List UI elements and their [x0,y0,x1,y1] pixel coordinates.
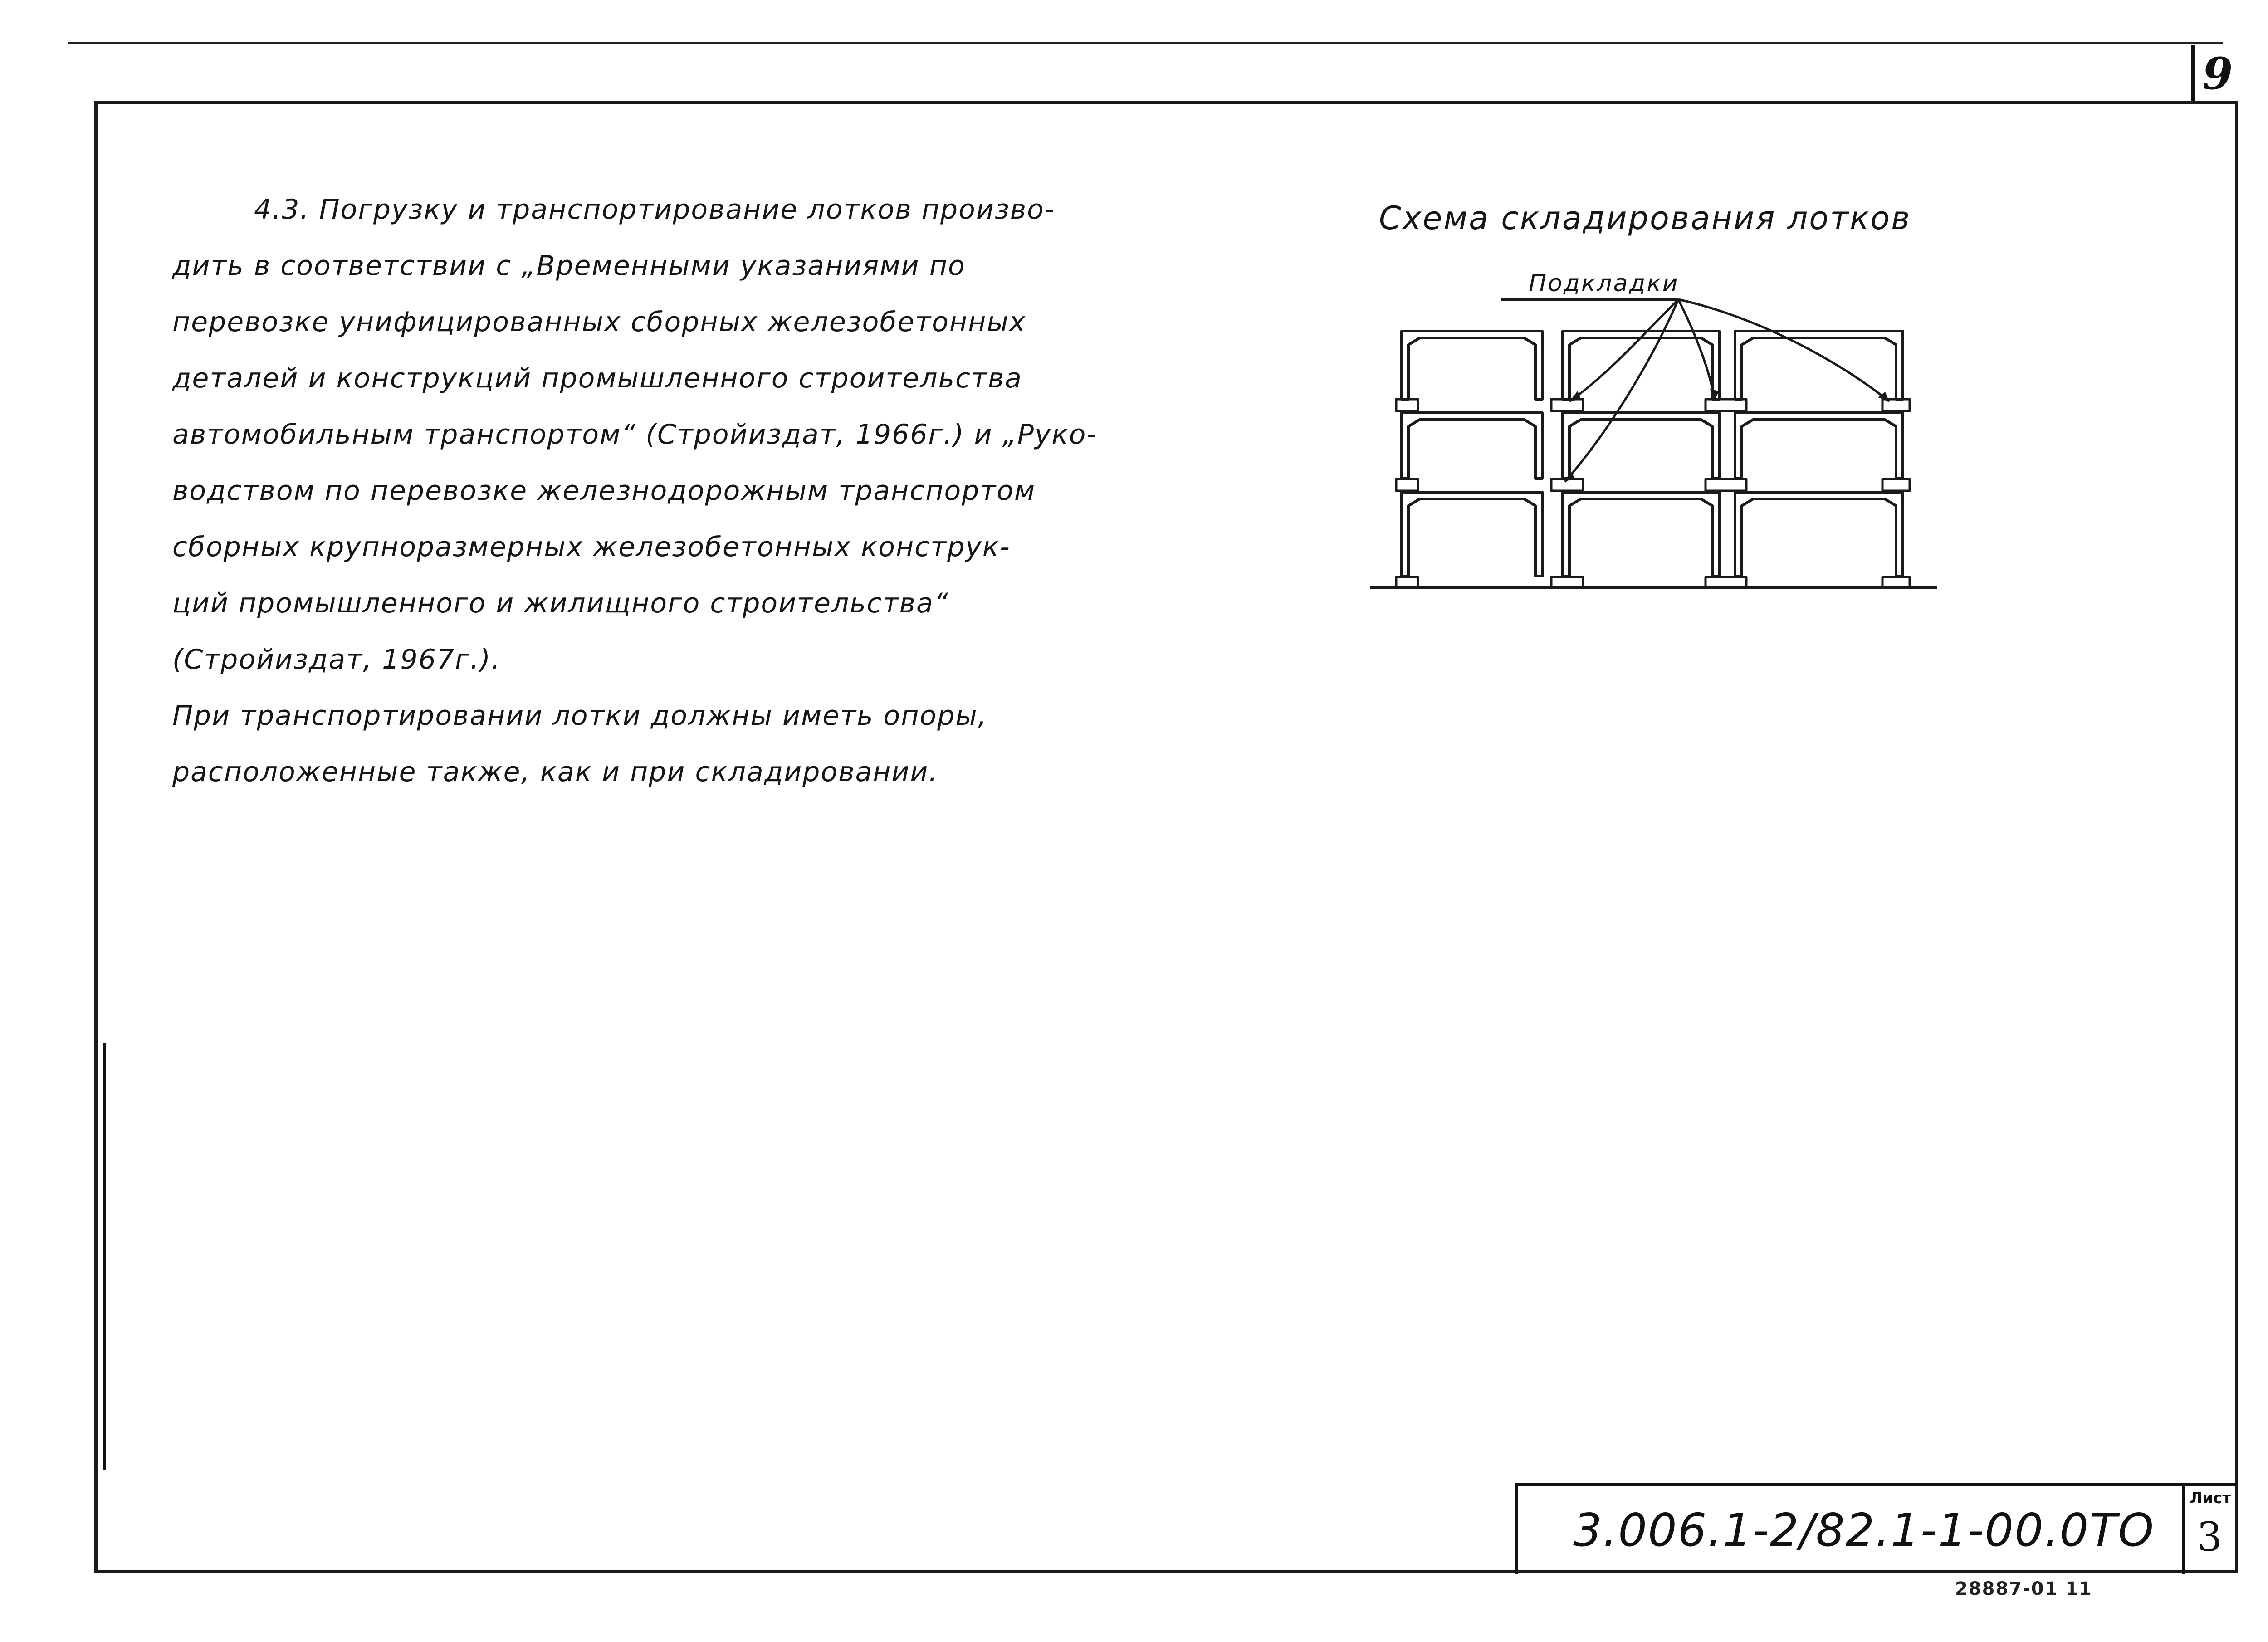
text-line: сборных крупноразмерных железобетонных конструк- [172,531,1011,563]
stacking-scheme-drawing [1352,263,1960,599]
archive-stamp: 28887-01 11 [1955,1578,2093,1599]
text-line: расположенные также, как и при складировании. [172,756,938,788]
title-block [1515,1483,2182,1574]
trough-r3-c1 [1402,492,1542,576]
spacers-level-2 [1396,479,1910,491]
arrow-heads [1565,389,1889,482]
trough-r1-c1 [1402,331,1542,399]
margin-mark [103,1043,106,1470]
trough-r2-c2 [1563,413,1719,479]
trough-r2-c3 [1735,413,1903,479]
text-line: 4.3. Погрузку и транспортирование лотков произво- [254,194,1056,225]
scheme-title: Схема складирования лотков [1379,200,1911,237]
trough-r1-c3 [1735,331,1903,399]
trough-r3-c2 [1563,492,1719,576]
trough-r2-c1 [1402,413,1542,479]
instructions-text [172,181,1098,800]
top-rule [68,42,2223,44]
sheet-label: Лист [2190,1489,2231,1507]
text-line: деталей и конструкций промышленного строительства [172,362,1023,394]
page-number-box [2191,45,2241,102]
text-line: дить в соответствии с „Временными указаниями по [172,250,966,282]
text-line: ций промышленного и жилищного строительства“ [172,587,949,619]
sheet-cell [2182,1483,2238,1574]
leader-arrows [1565,299,1889,482]
text-line: При транспортировании лотки должны иметь опоры, [172,700,987,732]
spacers-ground [1396,577,1910,587]
text-line: перевозке унифицированных сборных железобетонных [172,306,1026,338]
text-line: автомобильным транспортом“ (Стройиздат, 1966г.) и „Руко- [172,419,1098,450]
text-line: (Стройиздат, 1967г.). [172,644,501,675]
trough-r3-c3 [1735,492,1903,576]
spacers-level-1 [1396,399,1910,411]
sheet-number: 3 [2197,1514,2222,1560]
text-line: водством по перевозке железнодорожным транспортом [172,475,1036,507]
spacers-label: Подкладки [1529,270,1679,297]
page-number: 9 [2202,48,2233,99]
document-code: 3.006.1-2/82.1-1-00.0ТО [1573,1504,2155,1557]
